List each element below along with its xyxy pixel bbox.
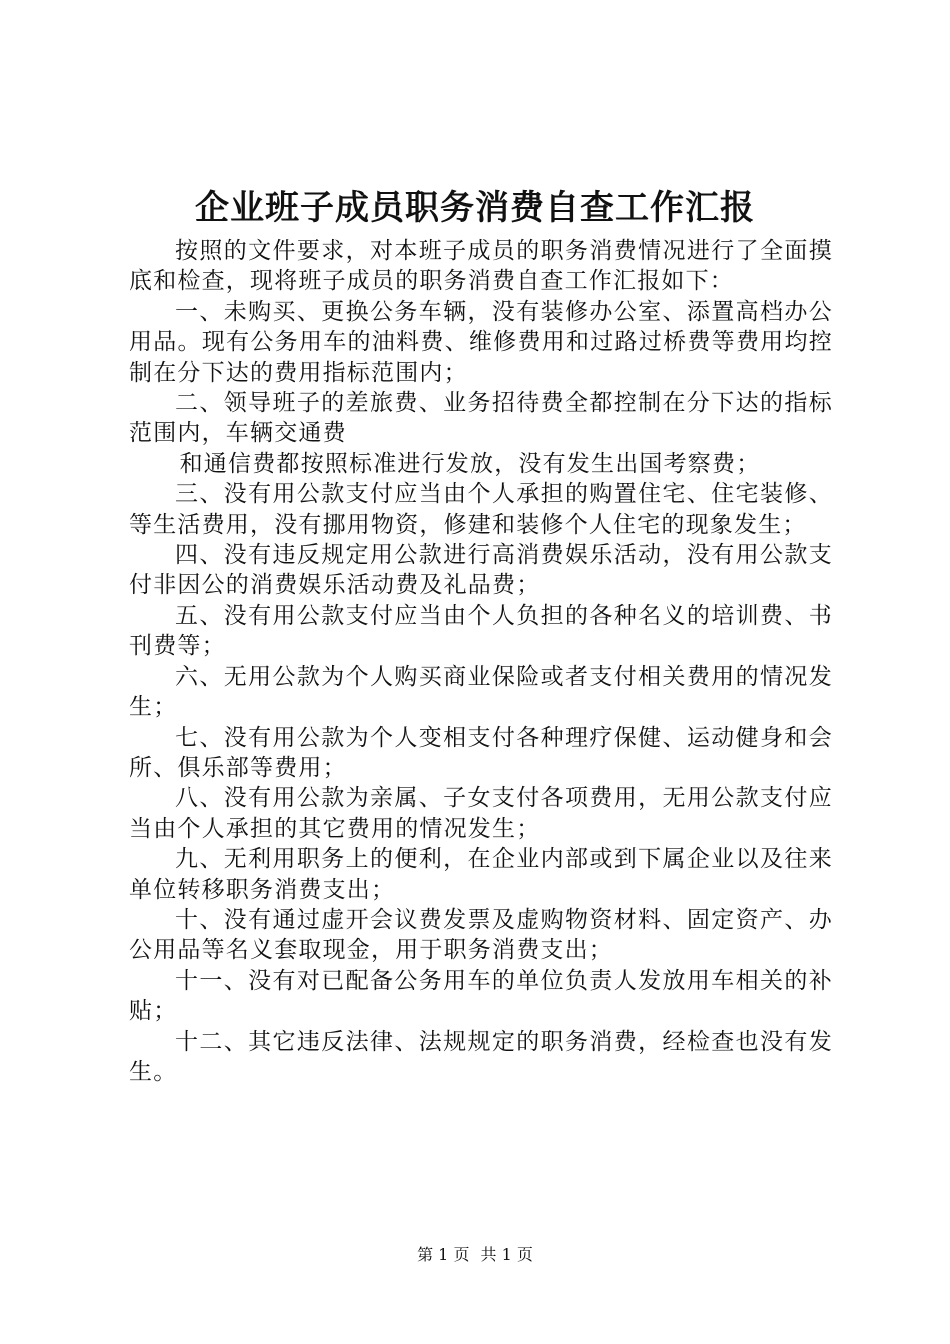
paragraph-item-2-continued: 和通信费都按照标准进行发放，没有发生出国考察费； bbox=[179, 450, 761, 477]
page-footer bbox=[0, 1244, 950, 1266]
paragraph-item-3: 三、没有用公款支付应当由个人承担的购置住宅、住宅装修、等生活费用，没有挪用物资，修建和装修个人住宅的现象发生； bbox=[129, 481, 833, 538]
paragraph-item-5: 五、没有用公款支付应当由个人负担的各种名义的培训费、书刊费等； bbox=[129, 602, 833, 660]
paragraph-item-1: 一、未购买、更换公务车辆，没有装修办公室、添置高档办公用品。现有公务用车的油料费、维修费用和过路过桥费等费用均控制在分下达的费用指标范围内； bbox=[129, 298, 833, 386]
paragraph-intro: 按照的文件要求，对本班子成员的职务消费情况进行了全面摸底和检查，现将班子成员的职务消费自查工作汇报如下： bbox=[129, 238, 833, 295]
paragraph-item-11: 十一、没有对已配备公务用车的单位负责人发放用车相关的补贴； bbox=[129, 967, 833, 1025]
page-total: 共 1 页 bbox=[480, 1245, 533, 1264]
paragraph-item-12: 十二、其它违反法律、法规规定的职务消费，经检查也没有发生。 bbox=[129, 1028, 833, 1085]
paragraph-item-8: 八、没有用公款为亲属、子女支付各项费用，无用公款支付应当由个人承担的其它费用的情况发生； bbox=[129, 785, 833, 842]
paragraph-item-10: 十、没有通过虚开会议费发票及虚购物资材料、固定资产、办公用品等名义套取现金，用于职务消费支出； bbox=[129, 906, 833, 964]
paragraph-item-9: 九、无利用职务上的便利，在企业内部或到下属企业以及往来单位转移职务消费支出； bbox=[129, 846, 833, 903]
paragraph-item-4: 四、没有违反规定用公款进行高消费娱乐活动，没有用公款支付非因公的消费娱乐活动费及礼品费； bbox=[129, 542, 833, 599]
document-body bbox=[129, 236, 833, 1087]
paragraph-item-7: 七、没有用公款为个人变相支付各种理疗保健、运动健身和会所、俱乐部等费用； bbox=[129, 724, 833, 781]
page-number: 第 1 页 bbox=[417, 1245, 470, 1264]
paragraph-item-2: 二、领导班子的差旅费、业务招待费全都控制在分下达的指标范围内，车辆交通费 bbox=[129, 390, 833, 447]
document-title: 企业班子成员职务消费自查工作汇报 bbox=[195, 188, 755, 228]
paragraph-item-6: 六、无用公款为个人购买商业保险或者支付相关费用的情况发生； bbox=[129, 663, 833, 721]
